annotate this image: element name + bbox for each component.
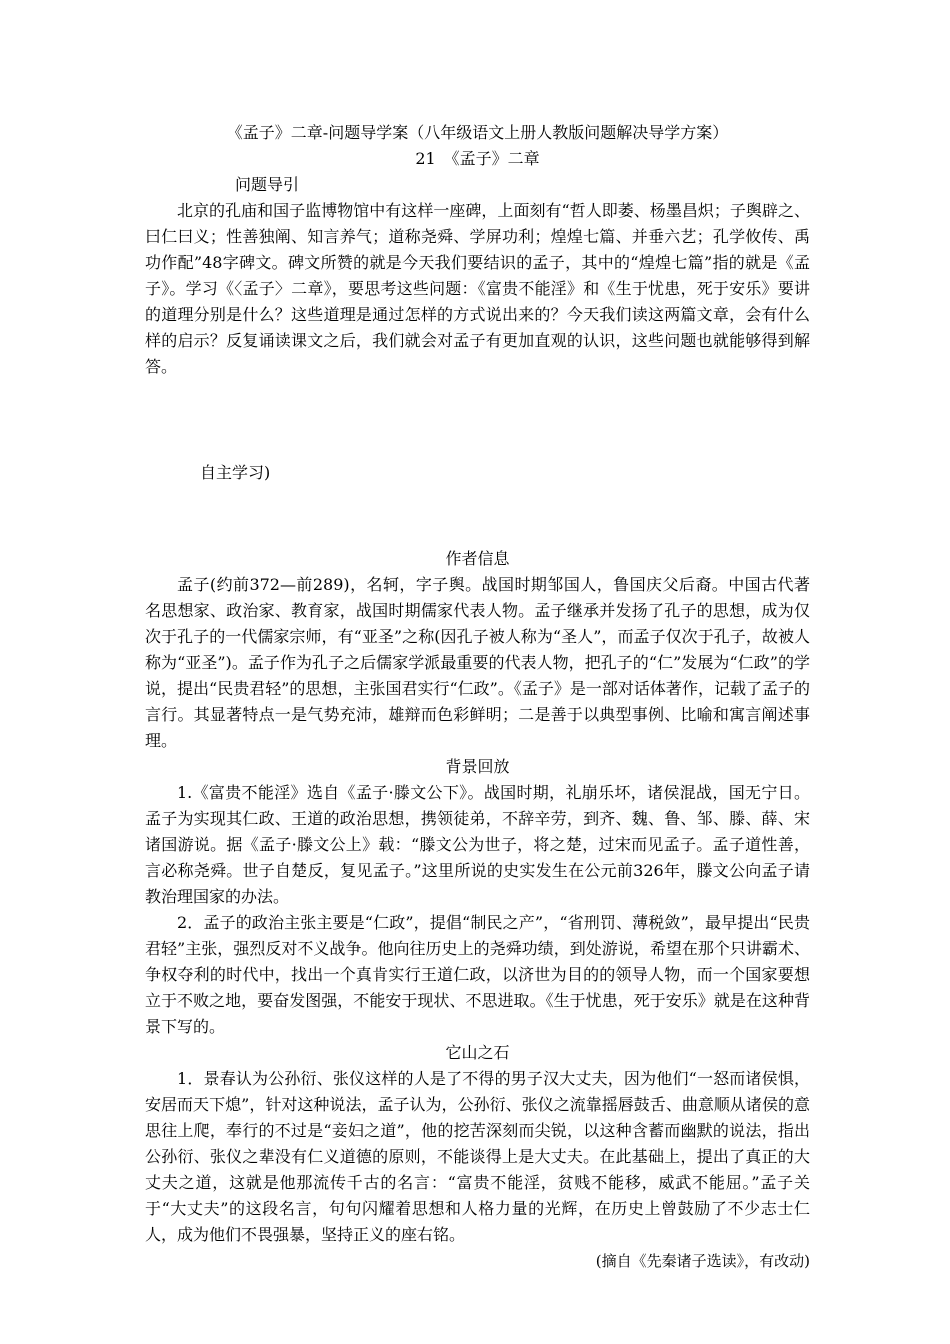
other-stone-paragraph: 1．景春认为公孙衍、张仪这样的人是了不得的男子汉大丈夫，因为他们“一怒而诸侯惧，安居而天下熄”，针对这种说法，孟子认为，公孙衍、张仪之流靠摇唇鼓舌、曲意顺从诸侯的意思往上爬，奉行的不过是“妾妇之道”，他的挖苦深刻而尖锐，以这种含蓄而幽默的说法，指出公孙衍、张仪之辈没有仁义道德的原则，不能谈得上是大丈夫。在此基础上，提出了真正的大丈夫之道，这就是他那流传千古的名言：“富贵不能淫，贫贱不能移，威武不能屈。”孟子关于“大丈夫”的这段名言，句句闪耀着思想和人格力量的光辉，在历史上曾鼓励了不少志士仁人，成为他们不畏强暴，坚持正义的座右铭。 xyxy=(145,1069,810,1244)
document-page xyxy=(145,120,810,1274)
guide-label: 问题导引 xyxy=(235,175,300,194)
background-heading: 背景回放 xyxy=(445,757,510,776)
author-heading: 作者信息 xyxy=(445,549,510,568)
guide-paragraph: 北京的孔庙和国子监博物馆中有这样一座碑，上面刻有“哲人即萎、杨墨昌炽；子舆辟之、曰仁曰义；性善独阐、知言养气；道称尧舜、学屏功利；煌煌七篇、并垂六艺；孔学攸传、禹功作配”48字碑文。碑文所赞的就是今天我们要结识的孟子，其中的“煌煌七篇”指的就是《孟子》。学习《〈孟子〉二章》，要思考这些问题：《富贵不能淫》和《生于忧患，死于安乐》要讲的道理分别是什么？这些道理是通过怎样的方式说出来的？今天我们读这两篇文章，会有什么样的启示？反复诵读课文之后，我们就会对孟子有更加直观的认识，这些问题也就能够得到解答。 xyxy=(145,201,810,376)
lesson-subtitle: 21 《孟子》二章 xyxy=(415,149,540,168)
self-study-label: 自主学习) xyxy=(200,463,271,482)
background-paragraph-2: 2．孟子的政治主张主要是“仁政”，提倡“制民之产”，“省刑罚、薄税敛”，最早提出“民贵君轻”主张，强烈反对不义战争。他向往历史上的尧舜功绩，到处游说，希望在那个只讲霸术、争权夺利的时代中，找出一个真肯实行王道仁政，以济世为目的的领导人物，而一个国家要想立于不败之地，要奋发图强，不能安于现状、不思进取。《生于忧患，死于安乐》就是在这种背景下写的。 xyxy=(145,913,810,1036)
author-paragraph: 孟子(约前372—前289)，名轲，字子舆。战国时期邹国人，鲁国庆父后裔。中国古代著名思想家、政治家、教育家，战国时期儒家代表人物。孟子继承并发扬了孔子的思想，成为仅次于孔子的一代儒家宗师，有“亚圣”之称(因孔子被人称为“圣人”，而孟子仅次于孔子，故被人称为“亚圣”)。孟子作为孔子之后儒家学派最重要的代表人物，把孔子的“仁”发展为“仁政”的学说，提出“民贵君轻”的思想，主张国君实行“仁政”。《孟子》是一部对话体著作，记载了孟子的言行。其显著特点一是气势充沛，雄辩而色彩鲜明；二是善于以典型事例、比喻和寓言阐述事理。 xyxy=(145,575,810,750)
other-stone-heading: 它山之石 xyxy=(445,1043,510,1062)
document-title: 《孟子》二章-问题导学案（八年级语文上册人教版问题解决导学方案） xyxy=(226,123,729,142)
source-citation: (摘自《先秦诸子选读》，有改动) xyxy=(595,1252,810,1270)
background-paragraph-1: 1.《富贵不能淫》选自《孟子·滕文公下》。战国时期，礼崩乐坏，诸侯混战，国无宁日。孟子为实现其仁政、王道的政治思想，携领徒弟，不辞辛劳，到齐、魏、鲁、邹、滕、薛、宋诸国游说。据《孟子·滕文公上》载：“滕文公为世子，将之楚，过宋而见孟子。孟子道性善，言必称尧舜。世子自楚反，复见孟子。”这里所说的史实发生在公元前326年，滕文公向孟子请教治理国家的办法。 xyxy=(145,783,810,906)
